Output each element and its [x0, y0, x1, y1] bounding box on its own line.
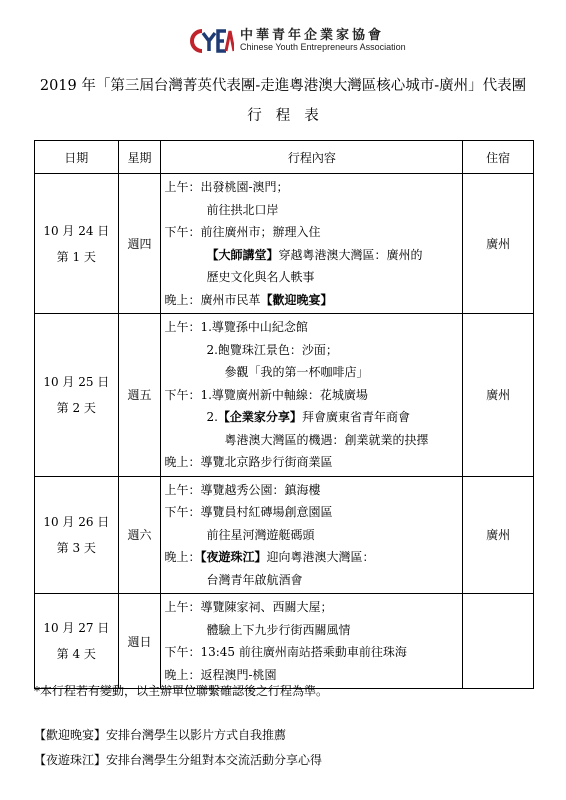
- pm-label: 下午：: [164, 225, 201, 239]
- am-label: 上午：: [164, 180, 201, 194]
- itinerary-line: 13:45 前往廣州南站搭乘動車前往珠海: [200, 645, 407, 659]
- itinerary-line: 2.: [206, 410, 218, 424]
- date-cell: [35, 476, 119, 594]
- date-cell: [35, 314, 119, 477]
- date: 10 月 26 日: [43, 514, 110, 529]
- schedule-note: *本行程若有變動，以主辦單位聯繫確認後之行程為準。: [34, 684, 329, 698]
- org-logo: [188, 26, 406, 56]
- day-number: 第 4 天: [56, 647, 96, 661]
- weekday-cell: 週四: [118, 174, 161, 314]
- footnote: 【歡迎晚宴】安排台灣學生以影片方式自我推薦: [34, 728, 287, 742]
- org-name-cn: 中華青年企業家協會: [240, 27, 385, 43]
- pm-label: 下午：: [164, 387, 201, 402]
- itinerary-line: 返程澳門-桃園: [200, 667, 277, 682]
- itinerary-line: 前往星河灣遊艇碼頭: [206, 527, 315, 542]
- itinerary-line: 粵港澳大灣區的機遇：創業就業的抉擇: [224, 432, 429, 447]
- date: 10 月 27 日: [43, 621, 110, 635]
- table-row: [35, 314, 534, 477]
- date: 10 月 25 日: [43, 374, 110, 389]
- itinerary-line: 穿越粵港澳大灣區：廣州的: [278, 247, 423, 262]
- itinerary-cell: [161, 594, 463, 689]
- itinerary-line: 出發桃園-澳門；: [200, 180, 289, 194]
- event-tag: 【歡迎晚宴】: [260, 292, 333, 307]
- page-title: 2019 年「第三屆台灣菁英代表團-走進粵港澳大灣區核心城市-廣州」代表團: [39, 78, 527, 94]
- evening-label: 晚上：: [164, 455, 201, 469]
- itinerary-line: 導覽北京路步行街商業區: [200, 455, 333, 469]
- itinerary-line: 前往拱北口岸: [206, 202, 279, 217]
- evening-label: 晚上：: [164, 292, 201, 307]
- header-weekday: 星期: [118, 141, 161, 174]
- itinerary-line: 2.飽覽珠江景色：沙面；: [206, 342, 338, 357]
- weekday-cell: 週六: [118, 476, 161, 594]
- itinerary-line: 台灣青年啟航酒會: [206, 572, 303, 587]
- table-row: [35, 594, 534, 689]
- day-number: 第 3 天: [56, 540, 96, 555]
- itinerary-line: 前往廣州市；辦理入住: [200, 225, 321, 239]
- event-tag: 【企業家分享】: [217, 410, 302, 424]
- org-name-en: Chinese Youth Entrepreneurs Association: [240, 42, 406, 53]
- day-number: 第 2 天: [56, 400, 96, 415]
- am-label: 上午：: [164, 600, 201, 614]
- lodging-cell: 廣州: [463, 476, 534, 594]
- cyea-logo-icon: [188, 27, 234, 55]
- pm-label: 下午：: [164, 505, 201, 519]
- itinerary-line: 導覽陳家祠、西關大屋；: [200, 600, 333, 614]
- am-label: 上午：: [164, 320, 201, 334]
- header-itinerary: 行程內容: [161, 141, 463, 174]
- weekday-cell: 週日: [118, 594, 161, 689]
- event-tag: 【夜遊珠江】: [200, 550, 267, 564]
- table-row: [35, 476, 534, 594]
- itinerary-line: 迎向粵港澳大灣區：: [266, 550, 375, 564]
- event-tag: 【大師講堂】: [206, 247, 279, 262]
- itinerary-line: 歷史文化與名人軼事: [206, 270, 315, 284]
- date-cell: [35, 174, 119, 314]
- itinerary-cell: [161, 314, 463, 477]
- itinerary-line: 1.導覽孫中山紀念館: [200, 320, 308, 334]
- evening-label: 晚上：: [164, 550, 201, 564]
- itinerary-line: 廣州市民革: [200, 292, 261, 307]
- itinerary-cell: [161, 174, 463, 314]
- day-number: 第 1 天: [56, 249, 96, 264]
- weekday-cell: 週五: [118, 314, 161, 477]
- itinerary-cell: [161, 476, 463, 594]
- am-label: 上午：: [164, 482, 201, 497]
- itinerary-line: 導覽員村紅磚場創意園區: [200, 505, 333, 519]
- date-cell: [35, 594, 119, 689]
- table-row: [35, 174, 534, 314]
- itinerary-line: 體驗上下九步行街西關風情: [206, 622, 351, 637]
- itinerary-line: 參觀「我的第一杯咖啡店」: [224, 365, 369, 379]
- date: 10 月 24 日: [43, 223, 110, 238]
- itinerary-line: 拜會廣東省青年商會: [301, 410, 410, 424]
- lodging-cell: [463, 594, 534, 689]
- evening-label: 晚上：: [164, 667, 201, 682]
- schedule-table: [34, 140, 534, 689]
- lodging-cell: 廣州: [463, 314, 534, 477]
- itinerary-line: 1.導覽廣州新中軸線：花城廣場: [200, 387, 368, 402]
- header-lodging: 住宿: [463, 141, 534, 174]
- page-subtitle: 行程表: [247, 108, 333, 124]
- footnote: 【夜遊珠江】安排台灣學生分組對本交流活動分享心得: [34, 753, 323, 767]
- itinerary-line: 導覽越秀公園：鎮海樓: [200, 482, 321, 497]
- lodging-cell: 廣州: [463, 174, 534, 314]
- table-header-row: [35, 141, 534, 174]
- header-date: 日期: [35, 141, 119, 174]
- pm-label: 下午：: [164, 645, 201, 659]
